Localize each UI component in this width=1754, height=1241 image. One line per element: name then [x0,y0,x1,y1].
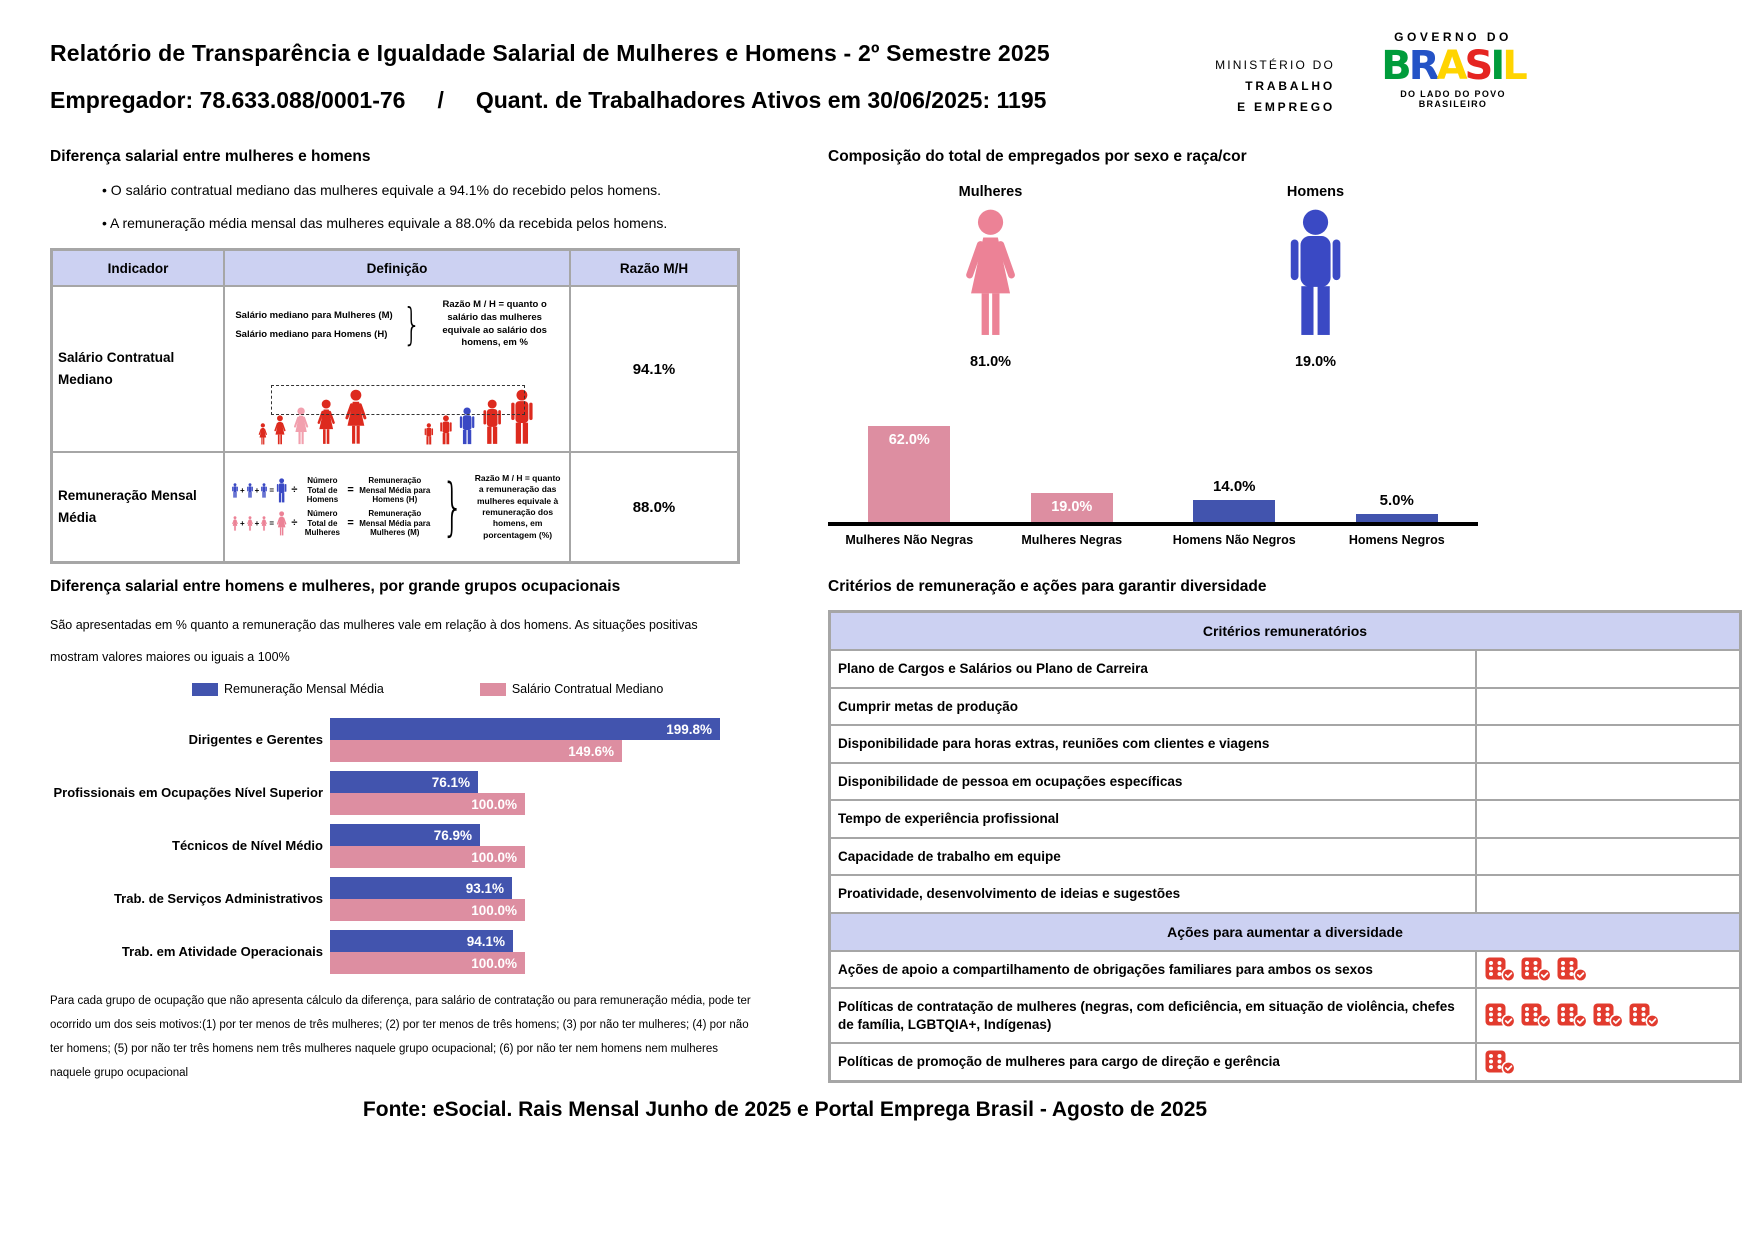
ratio-value-median: 94.1% [570,286,738,452]
salary-bullet: • O salário contratual mediano das mulheres equivale a 94.1% do recebido pelos homens. [102,182,742,198]
criteria-heading: Critérios de remuneração e ações para garantir diversidade [828,578,1267,595]
composition-heading: Composição do total de empregados por sexo e raça/cor [828,148,1247,165]
occupational-heading: Diferença salarial entre homens e mulheres, por grande grupos ocupacionais [50,578,621,595]
median-salary-diagram [224,286,570,452]
man-icon [438,415,454,445]
page-title: Relatório de Transparência e Igualdade Salarial de Mulheres e Homens - 2º Semestre 2025 [50,40,1050,66]
indicator-name: Remuneração Mensal Média [52,452,224,562]
ministry-line2: TRABALHO [1245,79,1335,93]
criteria-section [828,578,1742,1083]
occ-category-label: Trab. de Serviços Administrativos [113,890,323,906]
composition-bar-0: 62.0% [828,426,991,522]
composition-bar-2: 14.0% [1153,478,1316,522]
active-workers: Quant. de Trabalhadores Ativos em 30/06/2025: 1195 [475,87,1047,113]
salary-gap-section [50,148,742,564]
man-icon [480,399,504,445]
brasil-wordmark: BRASIL [1381,43,1525,89]
occupational-section [50,578,820,1086]
action-icons-cell [1476,951,1740,989]
occ-bar: 199.8% [330,718,720,740]
mean-diagram-explanation: Razão M / H = quanto a remuneração das mulheres equivale à remuneração dos homens, em porcentagem (%) [474,472,561,540]
occ-bar: 94.1% [330,930,513,952]
criteria-check-cell [1476,725,1740,763]
composition-category-label: Homens Não Negros [1172,533,1296,547]
woman-icon [231,516,239,531]
criteria-row: Disponibilidade para horas extras, reuniões com clientes e viagens [830,725,1740,763]
criteria-check-cell [1476,763,1740,801]
man-icon [1281,208,1350,338]
action-check-icon [1557,957,1588,982]
occ-bar: 76.9% [330,824,480,846]
formula-line: + + = ÷ Número Total de Homens = Remuneração Mensal Média para Homens (H) [231,476,433,505]
median-diagram-labels: Salário mediano para Mulheres (M) Salário mediano para Homens (H) [235,309,393,340]
man-icon [507,389,537,445]
salary-gap-heading: Diferença salarial entre mulheres e homens [50,148,371,165]
occ-category-label: Técnicos de Nível Médio [172,837,323,853]
action-check-icon [1521,957,1552,982]
action-row: Políticas de contratação de mulheres (negras, com deficiência, em situação de violência, chefes de família, LGBTQIA+, Indígenas) [830,988,1740,1043]
median-diagram-explanation: Razão M / H = quanto o salário das mulheres equivale ao salário dos homens, em % [442,299,547,349]
male-figure-icon [1153,208,1478,340]
formula-lines [231,472,433,542]
legend-item: Remuneração Mensal Média [192,682,384,696]
employer-line [50,87,1050,114]
indicator-name: Salário Contratual Mediano [52,286,224,452]
occ-bar: 100.0% [330,899,525,921]
criteria-check-cell [1476,650,1740,688]
criteria-row: Proatividade, desenvolvimento de ideias e sugestões [830,875,1740,913]
ministry-line3: E EMPREGO [1237,100,1335,114]
woman-icon [275,511,288,536]
action-row: Ações de apoio a compartilhamento de obrigações familiares para ambos os sexos [830,951,1740,989]
indicator-row-mean [52,452,738,562]
woman-icon [272,415,288,445]
footer-source: Fonte: eSocial. Rais Mensal Junho de 2025 e Portal Emprega Brasil - Agosto de 2025 [362,1098,1208,1121]
occ-chart-legend [192,682,820,696]
woman-icon [956,208,1025,338]
gov-logo-bottom-text: DO LADO DO POVO BRASILEIRO [1400,89,1506,109]
action-check-icon [1629,1003,1660,1028]
occ-bar: 149.6% [330,740,622,762]
man-icon [246,483,254,498]
composition-category-label: Mulheres Não Negras [845,533,974,547]
ministry-logo [1120,55,1335,118]
male-column [1153,184,1478,370]
female-label: Mulheres [958,184,1023,200]
formula-line: + + = ÷ Número Total de Mulheres = Remuneração Mensal Média para Mulheres (M) [231,509,433,538]
criteria-table [828,610,1742,1083]
composition-category-label: Mulheres Negras [1021,533,1123,547]
composition-category-labels [828,533,1478,547]
woman-icon [291,407,311,445]
man-icon [457,407,477,445]
header-definicao: Definição [224,250,570,286]
occ-row [50,824,820,868]
men-figures-group [423,389,537,445]
woman-icon [257,423,269,445]
occ-bar: 100.0% [330,793,525,815]
occ-bar-chart [50,718,820,974]
criteria-header-diversity: Ações para aumentar a diversidade [830,913,1740,951]
action-check-icon [1485,1050,1516,1075]
brace-glyph: } [441,470,464,543]
brace-glyph: } [402,298,421,350]
criteria-row: Capacidade de trabalho em equipe [830,838,1740,876]
composition-section [828,148,1478,547]
occ-category-label: Dirigentes e Gerentes [188,731,323,747]
median-figures-illustration [225,389,569,445]
action-check-icon [1485,957,1516,982]
woman-icon [341,389,371,445]
criteria-check-cell [1476,838,1740,876]
occ-subtitle-line: São apresentadas em % quanto a remuneração das mulheres vale em relação à dos homens. As situações positivas [50,618,698,632]
occ-category-label: Profissionais em Ocupações Nível Superior [53,784,323,800]
criteria-header-remuneration: Critérios remuneratórios [830,612,1740,650]
women-figures-group [257,389,371,445]
action-icons-cell [1476,1043,1740,1081]
man-icon [231,483,239,498]
female-column [828,184,1153,370]
male-label: Homens [1286,184,1345,200]
governo-brasil-logo [1368,30,1538,109]
action-check-icon [1557,1003,1588,1028]
occ-bar: 100.0% [330,952,525,974]
mean-salary-formula-diagram [224,452,570,562]
ministry-line1: MINISTÉRIO DO [1215,58,1335,72]
sex-figures [828,184,1478,370]
salary-gap-bullets [102,182,742,231]
woman-icon [260,516,268,531]
occ-row [50,771,820,815]
occ-bar: 93.1% [330,877,512,899]
occ-footnote: Para cada grupo de ocupação que não apresenta cálculo da diferença, para salário de contratação ou para remuneração média, pode ter ocorrido um dos seis motivos:(1) por ter menos de três mulheres; (2) por ter menos de três homens; (3) por não ter mulheres; (4) por não ter homens; (5) por não ter três homens nem três mulheres naquele grupo ocupacional; (6) por não ter nem homens nem mulheres naquele grupo ocupacional [50,995,751,1079]
indicator-table-header [52,250,738,286]
header-indicador: Indicador [52,250,224,286]
occ-bar: 76.1% [330,771,478,793]
man-icon [260,483,268,498]
man-icon [423,423,435,445]
criteria-check-cell [1476,875,1740,913]
criteria-row: Cumprir metas de produção [830,688,1740,726]
woman-icon [314,399,338,445]
occ-row [50,718,820,762]
female-share: 81.0% [969,354,1012,370]
action-row: Políticas de promoção de mulheres para cargo de direção e gerência [830,1043,1740,1081]
occ-category-label: Trab. em Atividade Operacionais [121,943,323,959]
occ-row [50,877,820,921]
male-share: 19.0% [1294,354,1337,370]
legend-swatch [480,683,506,696]
occ-row [50,930,820,974]
separator: / [437,87,444,113]
salary-bullet: • A remuneração média mensal das mulheres equivale a 88.0% da recebida pelos homens. [102,215,742,231]
legend-swatch [192,683,218,696]
action-check-icon [1593,1003,1624,1028]
indicator-row-median [52,286,738,452]
criteria-row: Disponibilidade de pessoa em ocupações específicas [830,763,1740,801]
composition-bar-3: 5.0% [1316,492,1479,522]
legend-item: Salário Contratual Mediano [480,682,663,696]
report-header [50,40,1050,114]
composition-bar-chart [828,414,1478,526]
header-razao: Razão M/H [570,250,738,286]
occupational-subtitle [50,618,820,664]
criteria-row: Plano de Cargos e Salários ou Plano de Carreira [830,650,1740,688]
occ-bar: 100.0% [330,846,525,868]
ratio-value-mean: 88.0% [570,452,738,562]
indicator-table [50,248,740,564]
occ-subtitle-line: mostram valores maiores ou iguais a 100% [50,650,290,664]
criteria-check-cell [1476,688,1740,726]
female-figure-icon [828,208,1153,340]
woman-icon [246,516,254,531]
action-check-icon [1485,1003,1516,1028]
gov-logo-top-text: GOVERNO DO [1394,30,1512,44]
action-icons-cell [1476,988,1740,1043]
composition-category-label: Homens Negros [1348,533,1445,547]
criteria-check-cell [1476,800,1740,838]
criteria-row: Tempo de experiência profissional [830,800,1740,838]
composition-bar-1: 19.0% [991,493,1154,522]
man-icon [275,478,288,503]
employer-id: Empregador: 78.633.088/0001-76 [50,87,406,113]
action-check-icon [1521,1003,1552,1028]
